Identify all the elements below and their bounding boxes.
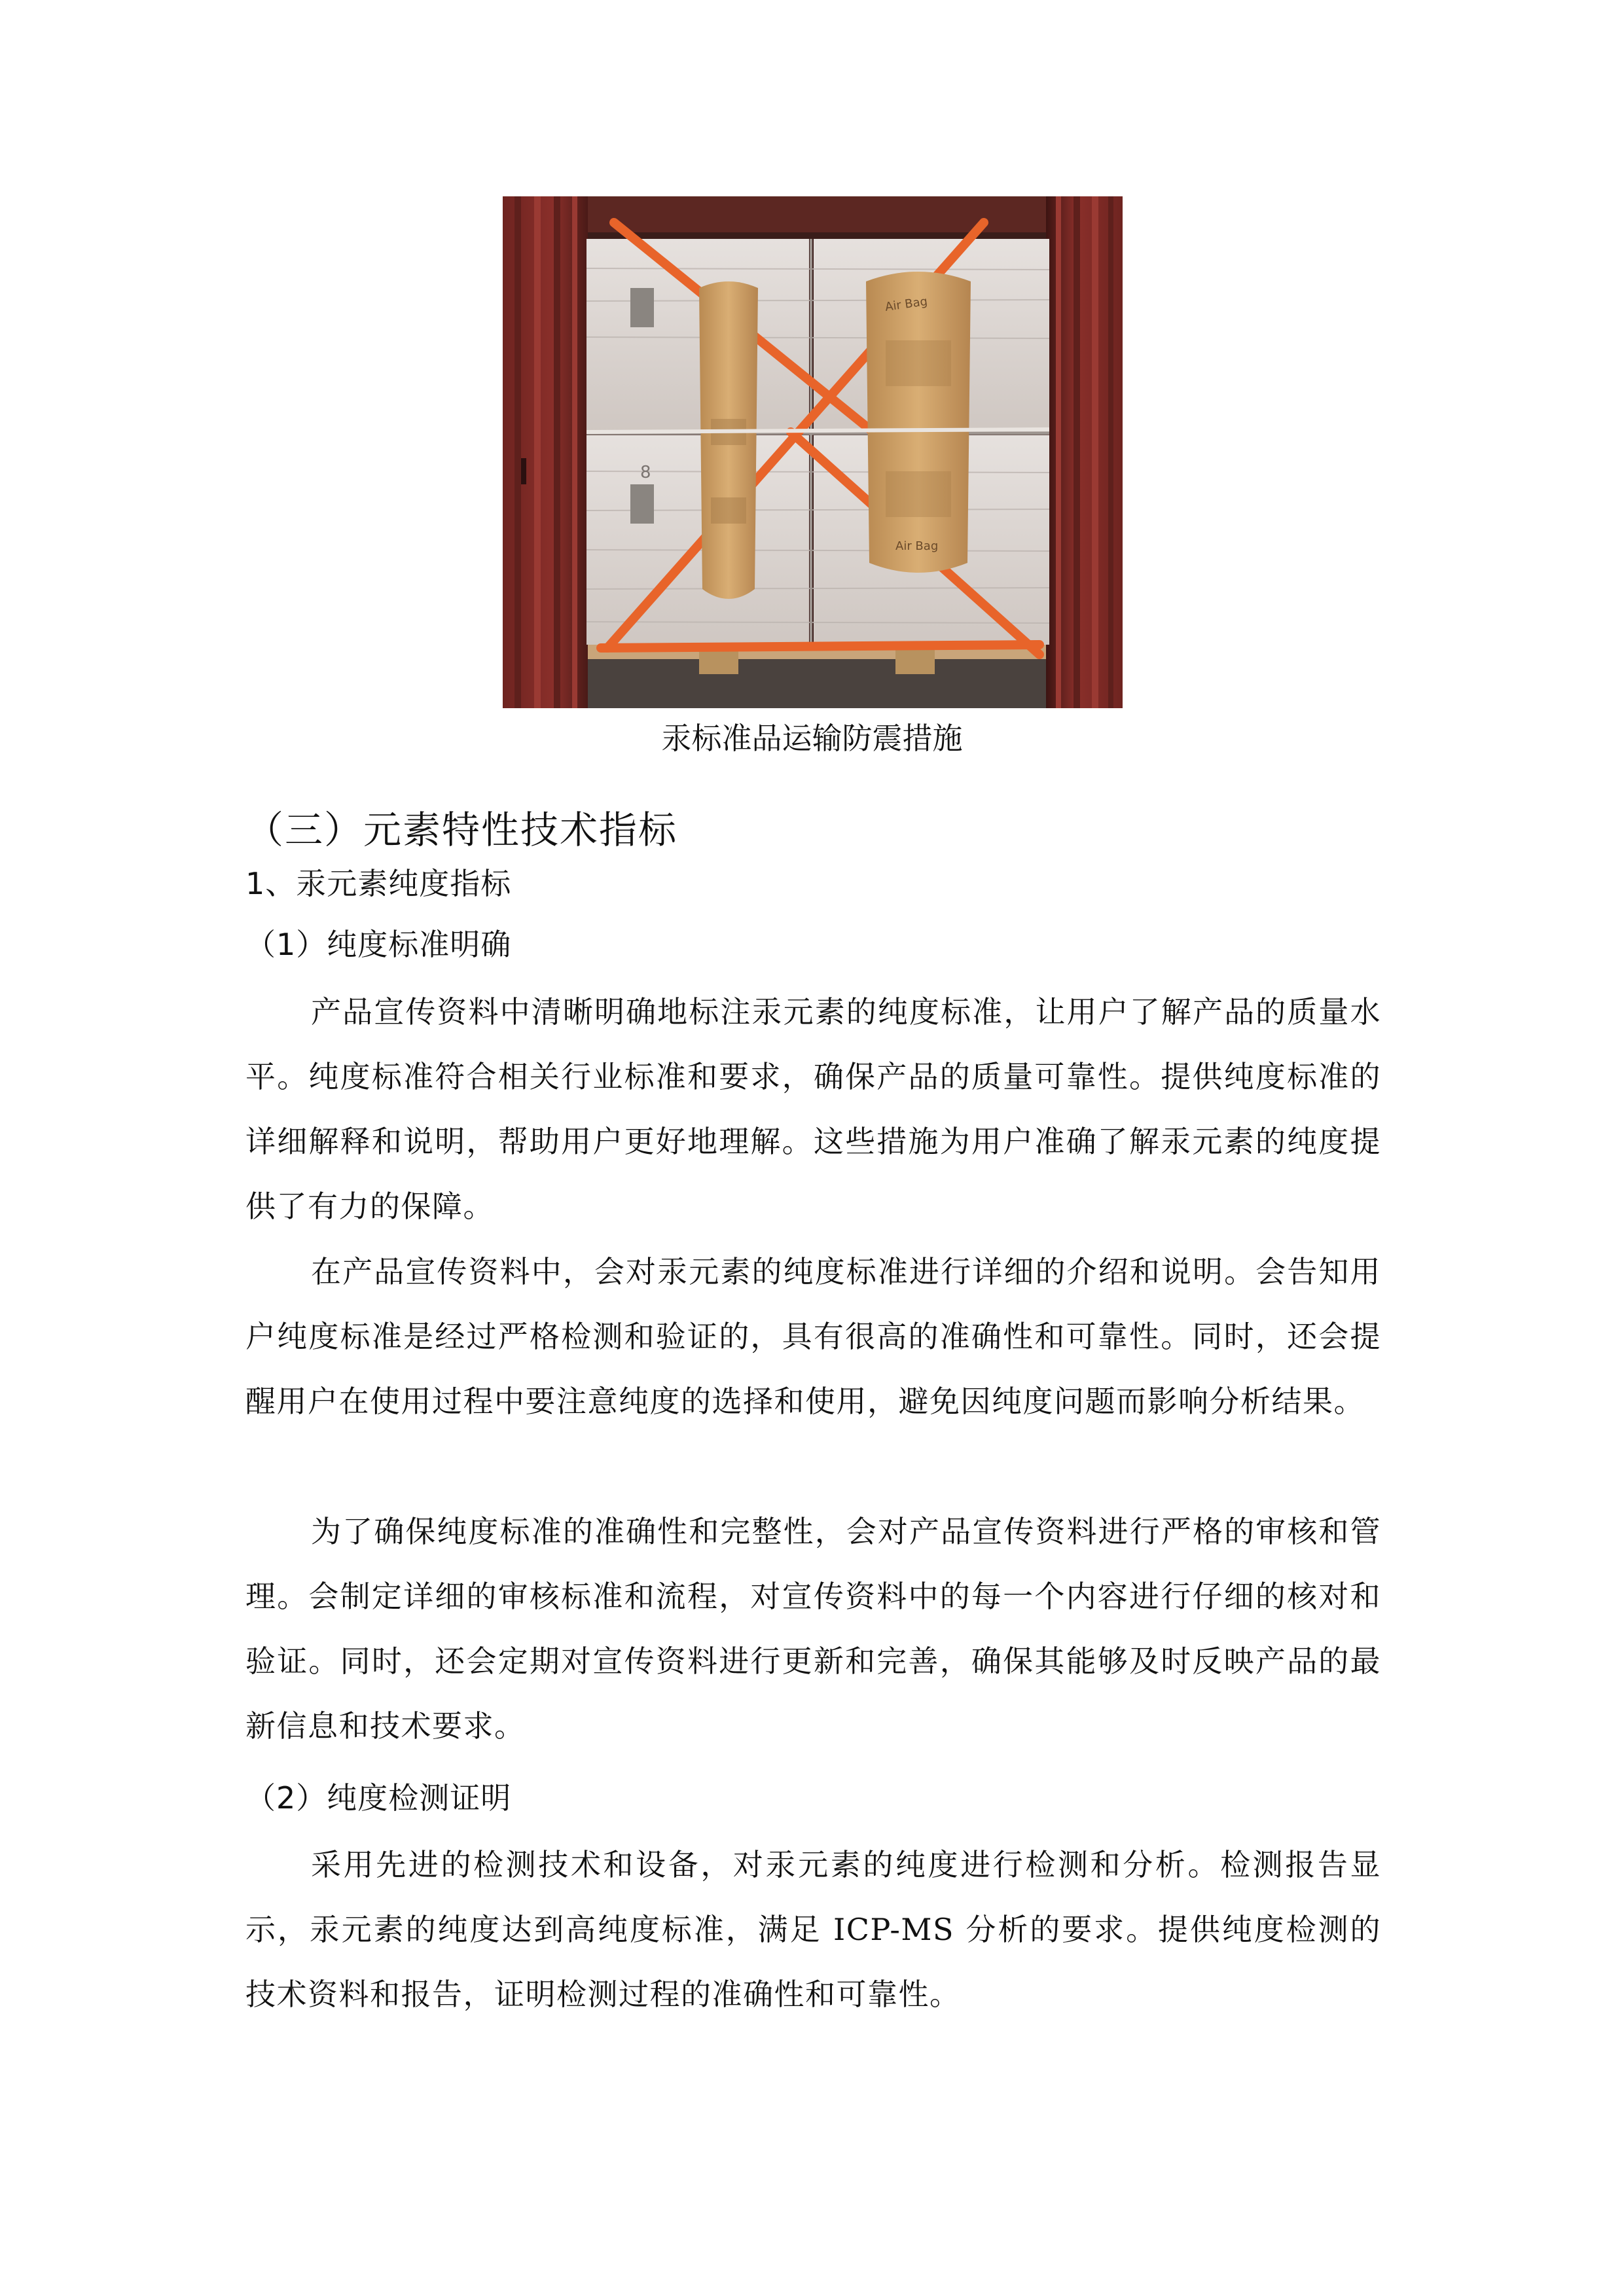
cargo-boxes [586, 239, 1049, 645]
paragraph-1: 产品宣传资料中清晰明确地标注汞元素的纯度标准，让用户了解产品的质量水平。纯度标准符合相关行业标准和要求，确保产品的质量可靠性。提供纯度标准的详细解释和说明，帮助用户更好地理解。这些措施为用户准确了解汞元素的纯度提供了有力的保障。 [245, 994, 1381, 1224]
figure-caption: 汞标准品运输防震措施 [661, 721, 963, 756]
paragraph-4: 采用先进的检测技术和设备，对汞元素的纯度进行检测和分析。检测报告显示，汞元素的纯度达到高纯度标准，满足 ICP-MS 分析的要求。提供纯度检测的技术资料和报告，证明检测过程的准确性和可靠性。 [245, 1847, 1381, 2012]
air-bag-left [699, 281, 758, 599]
paragraph-3: 为了确保纯度标准的准确性和完整性，会对产品宣传资料进行严格的审核和管理。会制定详细的审核标准和流程，对宣传资料中的每一个内容进行仔细的核对和验证。同时，还会定期对宣传资料进行更新和完善，确保其能够及时反映产品的最新信息和技术要求。 [245, 1514, 1381, 1744]
item-heading: 1、汞元素纯度指标 [245, 866, 512, 901]
air-bag-label-bottom: Air Bag [895, 539, 939, 553]
transport-photo [503, 196, 1123, 708]
svg-text:8: 8 [640, 463, 651, 482]
air-bag-label: Air Bag [884, 295, 929, 314]
subheading-purity-standard: （1）纯度标准明确 [245, 927, 512, 962]
air-bag-right [866, 272, 971, 573]
container-door-left [503, 196, 588, 708]
container-door-right [1046, 196, 1123, 708]
section-heading: （三）元素特性技术指标 [245, 808, 678, 852]
subheading-purity-test: （2）纯度检测证明 [245, 1780, 512, 1816]
paragraph-2: 在产品宣传资料中，会对汞元素的纯度标准进行详细的介绍和说明。会告知用户纯度标准是经过严格检测和验证的，具有很高的准确性和可靠性。同时，还会提醒用户在使用过程中要注意纯度的选择和使用，避免因纯度问题而影响分析结果。 [245, 1254, 1381, 1419]
